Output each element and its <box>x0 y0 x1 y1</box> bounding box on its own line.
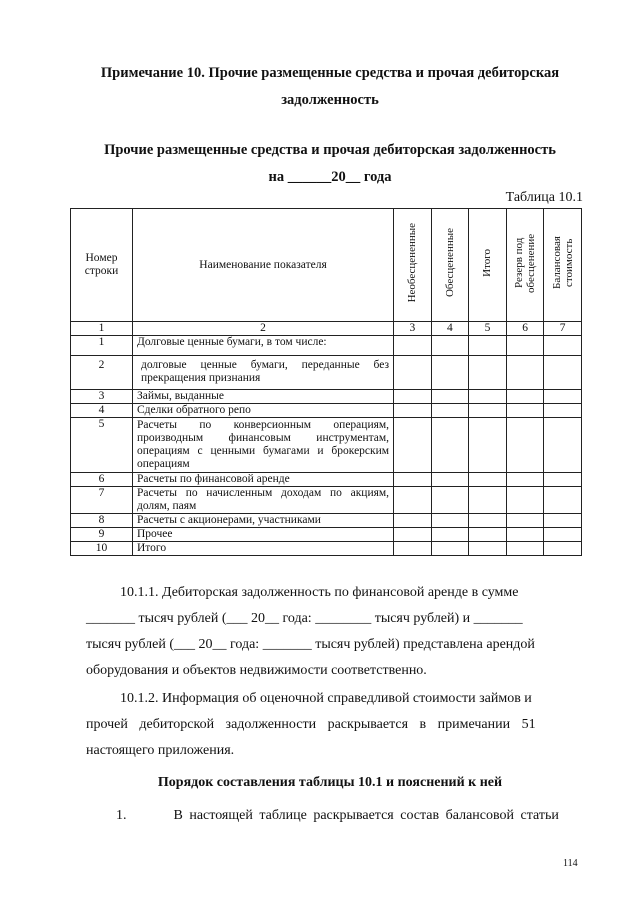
table-row <box>71 390 582 404</box>
row-value <box>544 418 582 473</box>
row-value <box>544 528 582 542</box>
row-value <box>544 514 582 528</box>
row-number: 7 <box>71 487 133 514</box>
paragraph-line: прочей дебиторской задолженности раскрывается в примечании 51 <box>86 717 536 732</box>
row-value <box>431 390 469 404</box>
row-value <box>506 487 544 514</box>
row-number: 1 <box>71 336 133 356</box>
row-value <box>394 514 432 528</box>
note-title <box>60 60 600 114</box>
header-indicator-name: Наименование показателя <box>132 209 393 322</box>
row-name: Расчеты с акционерами, участниками <box>132 514 393 528</box>
row-value <box>469 514 507 528</box>
header-impaired <box>431 209 469 322</box>
item-text: В настоящей таблице раскрывается состав балансовой статьи <box>173 808 559 823</box>
row-value <box>431 473 469 487</box>
table-title-line-1: Прочие размещенные средства и прочая дебиторская задолженность <box>104 142 556 158</box>
row-value <box>431 356 469 390</box>
paragraph-line: 10.1.1. Дебиторская задолженность по финансовой аренде в сумме <box>120 585 519 600</box>
row-name: Займы, выданные <box>132 390 393 404</box>
table-row <box>71 418 582 473</box>
header-total <box>469 209 507 322</box>
column-index: 2 <box>132 322 393 336</box>
row-value <box>431 404 469 418</box>
row-name: долговые ценные бумаги, переданные без прекращения признания <box>132 356 393 390</box>
column-index: 5 <box>469 322 507 336</box>
paragraph-line: настоящего приложения. <box>86 743 235 758</box>
row-value <box>431 514 469 528</box>
paragraph-line: _______ тысяч рублей (___ 20__ года: ________ тысяч рублей) и _______ <box>86 611 523 626</box>
header-total-label: Итого <box>481 249 494 277</box>
row-value <box>544 390 582 404</box>
row-value <box>506 473 544 487</box>
table-row <box>71 336 582 356</box>
row-number: 4 <box>71 404 133 418</box>
row-name: Долговые ценные бумаги, в том числе: <box>132 336 393 356</box>
table-row <box>71 356 582 390</box>
row-value <box>394 473 432 487</box>
table-row <box>71 528 582 542</box>
row-value <box>431 336 469 356</box>
row-number: 3 <box>71 390 133 404</box>
row-number: 6 <box>71 473 133 487</box>
row-value <box>394 487 432 514</box>
row-value <box>506 390 544 404</box>
row-number: 9 <box>71 528 133 542</box>
page-number: 114 <box>563 858 578 869</box>
paragraph-line: 10.1.2. Информация об оценочной справедливой стоимости займов и <box>120 691 532 706</box>
header-balance-value <box>544 209 582 322</box>
header-impairment-reserve <box>506 209 544 322</box>
row-value <box>506 542 544 556</box>
row-value <box>506 418 544 473</box>
column-index: 3 <box>394 322 432 336</box>
row-value <box>394 528 432 542</box>
paragraph-line: тысяч рублей (___ 20__ года: _______ тысяч рублей) представлена арендой <box>86 637 535 652</box>
row-value <box>394 404 432 418</box>
row-name: Расчеты по финансовой аренде <box>132 473 393 487</box>
paragraph-item-1 <box>86 806 578 826</box>
row-value <box>431 528 469 542</box>
row-value <box>469 390 507 404</box>
table-title <box>60 137 600 191</box>
row-value <box>544 404 582 418</box>
note-title-line-1: Примечание 10. Прочие размещенные средства и прочая дебиторская <box>100 65 560 81</box>
row-name: Сделки обратного репо <box>132 404 393 418</box>
row-value <box>544 487 582 514</box>
row-value <box>506 404 544 418</box>
table-row <box>71 473 582 487</box>
header-impaired-label: Обесцененные <box>443 228 456 298</box>
header-not-impaired <box>394 209 432 322</box>
row-name: Итого <box>132 542 393 556</box>
header-balance-value-label: Балансовая стоимость <box>550 236 575 290</box>
row-name: Расчеты по начисленным доходам по акциям, долям, паям <box>132 487 393 514</box>
table-title-line-2: на ______20__ года <box>268 169 392 185</box>
row-value <box>506 514 544 528</box>
row-value <box>469 487 507 514</box>
table-row <box>71 514 582 528</box>
row-value <box>469 404 507 418</box>
table-row <box>71 404 582 418</box>
row-value <box>506 528 544 542</box>
row-value <box>544 542 582 556</box>
row-value <box>394 542 432 556</box>
row-value <box>469 336 507 356</box>
column-index: 6 <box>506 322 544 336</box>
column-index: 4 <box>431 322 469 336</box>
row-value <box>394 418 432 473</box>
row-name: Расчеты по конверсионным операциям, производным финансовым инструментам, операциям с ценными бумагами и брокерским операциям <box>132 418 393 473</box>
row-value <box>469 418 507 473</box>
row-value <box>469 356 507 390</box>
paragraph-10-1-2 <box>86 686 578 764</box>
row-number: 5 <box>71 418 133 473</box>
row-value <box>431 418 469 473</box>
row-value <box>544 336 582 356</box>
table-row <box>71 542 582 556</box>
row-number: 10 <box>71 542 133 556</box>
row-value <box>431 487 469 514</box>
row-value <box>506 336 544 356</box>
note-title-line-2: задолженность <box>281 92 379 108</box>
row-value <box>394 356 432 390</box>
column-index: 1 <box>71 322 133 336</box>
row-name: Прочее <box>132 528 393 542</box>
section-heading: Порядок составления таблицы 10.1 и пояснений к ней <box>157 775 503 790</box>
row-value <box>469 528 507 542</box>
table-row <box>71 487 582 514</box>
table-caption: Таблица 10.1 <box>505 190 583 205</box>
column-index: 7 <box>544 322 582 336</box>
receivables-table <box>70 208 582 556</box>
row-value <box>394 336 432 356</box>
row-value <box>506 356 544 390</box>
row-number: 2 <box>71 356 133 390</box>
header-row-number: Номер строки <box>71 209 133 322</box>
row-value <box>544 473 582 487</box>
row-value <box>544 356 582 390</box>
column-index-row <box>71 322 582 336</box>
row-value <box>394 390 432 404</box>
header-not-impaired-label: Необесцененные <box>406 223 419 303</box>
paragraph-line: оборудования и объектов недвижимости соответственно. <box>86 663 427 678</box>
row-number: 8 <box>71 514 133 528</box>
row-value <box>469 473 507 487</box>
table-header-row <box>71 209 582 322</box>
header-impairment-reserve-label: Резерв под обесценение <box>513 233 538 293</box>
paragraph-10-1-1 <box>86 580 578 684</box>
item-number: 1. <box>116 808 127 823</box>
row-value <box>431 542 469 556</box>
row-value <box>469 542 507 556</box>
